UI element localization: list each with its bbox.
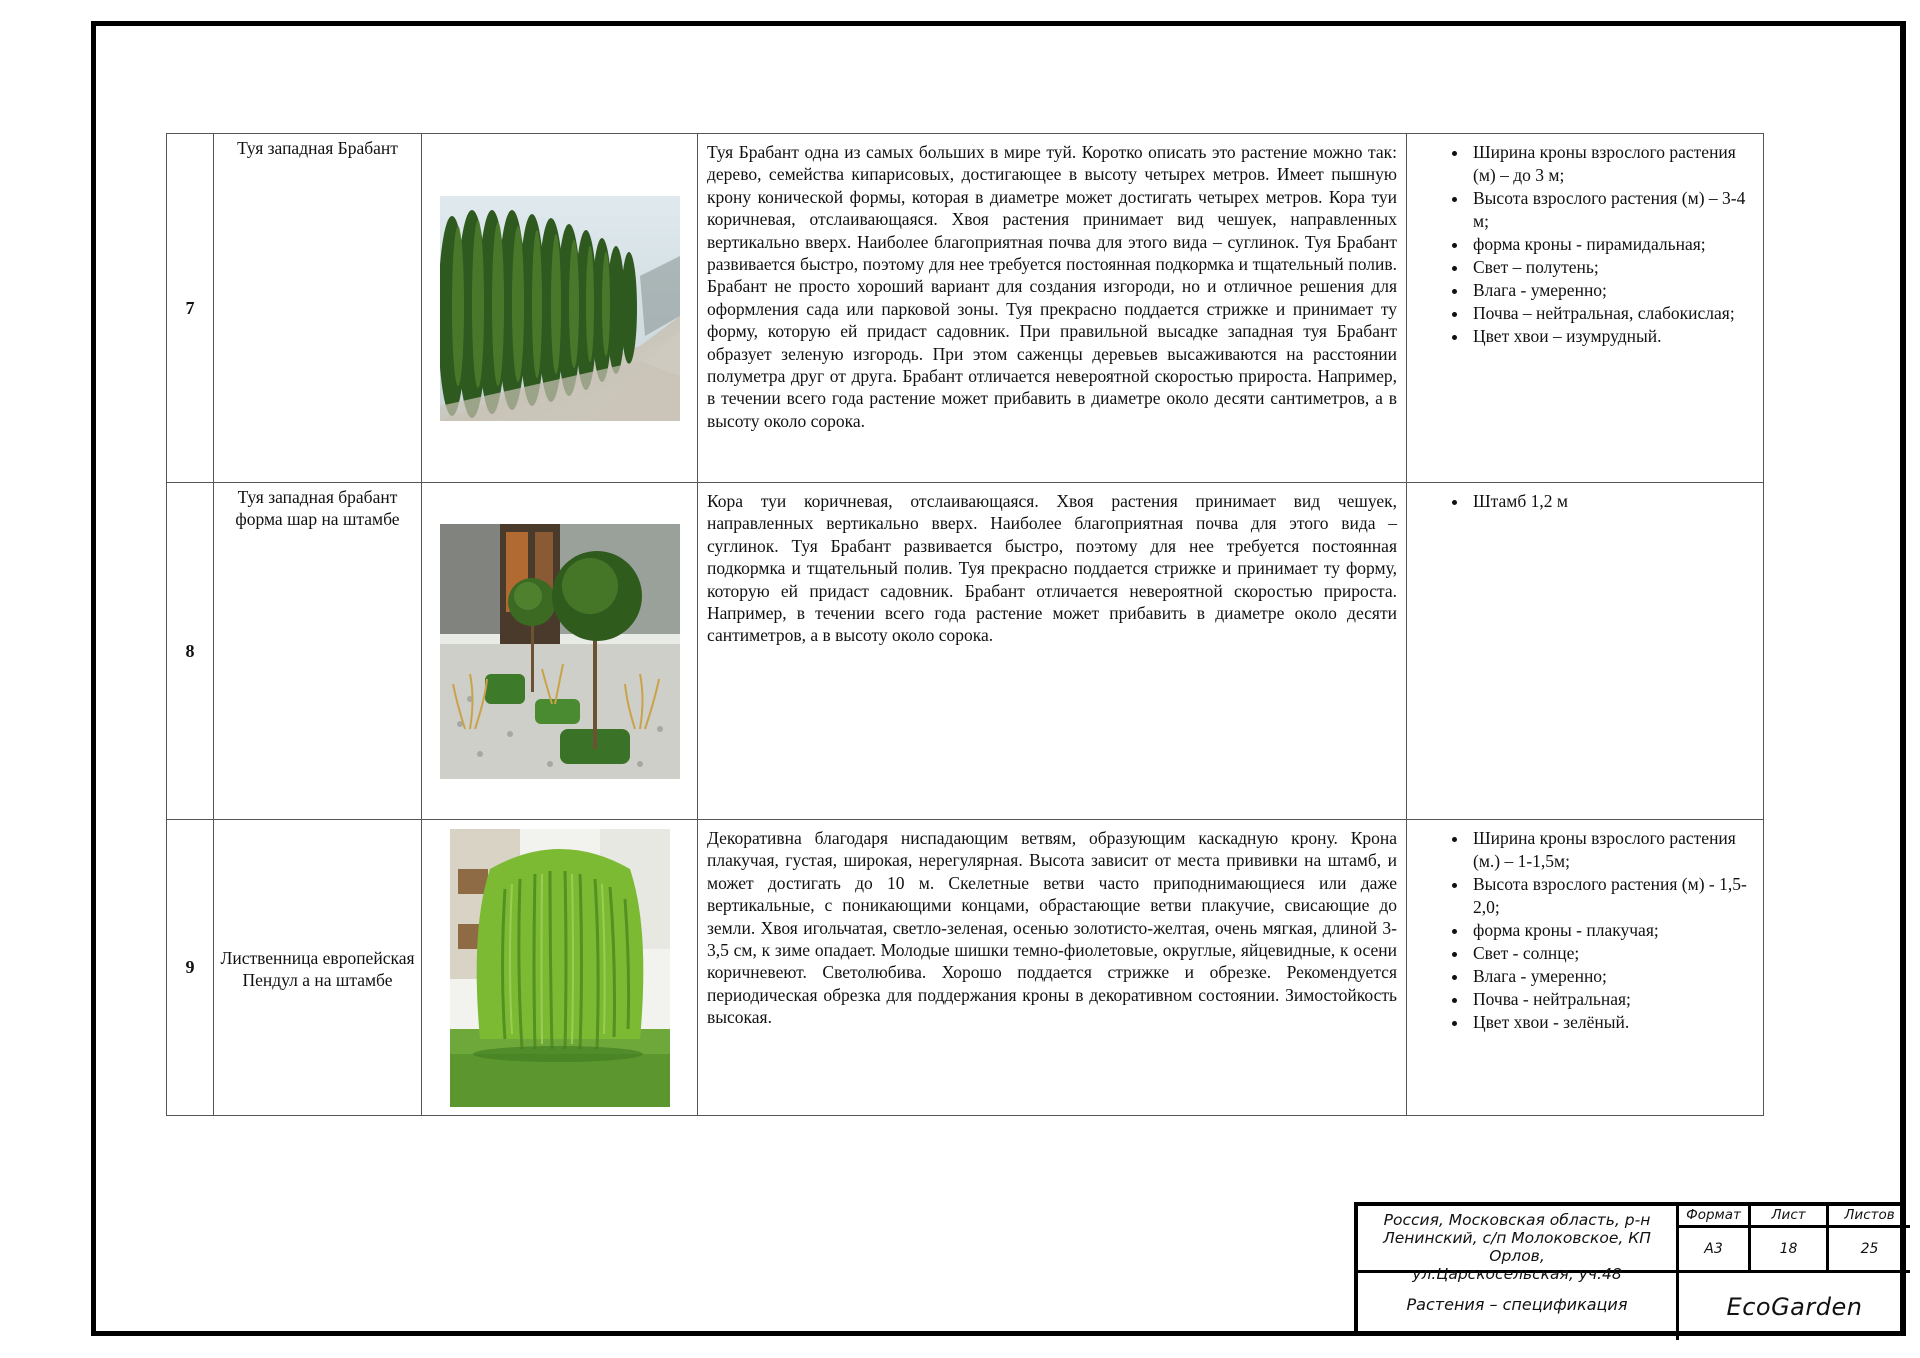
list-item: • Цвет хвои – изумрудный. [1469,325,1755,348]
plant-description: Кора туи коричневая, отслаивающаяся. Хвоя растения принимает вид чешуек, направленных вертикально вверх. Наиболее благоприятная почва для этого вида – суглинок. Туя Брабант развивается быстро, поэтому для нее требуется постоянная подкормка и тщательный полив. Туя прекрасно поддается стрижке и принимает ту форму, которую ей придаст садовник. Брабант отличается невероятной скоростью прироста. Например, в течении всего года растение может прибавить в диаметре около десяти сантиметров, а в высоту около сорока. [698,483,1407,820]
list-item: • Высота взрослого растения (м) - 1,5-2,0; [1469,873,1755,919]
format-label: Формат [1679,1206,1751,1228]
row-number: 8 [167,483,214,820]
plant-properties [1407,820,1764,1116]
list-item: • Влага - умеренно; [1469,965,1755,988]
plant-properties [1407,483,1764,820]
plant-spec-table [166,133,1764,1116]
table-row [167,134,1764,483]
list-item: • Ширина кроны взрослого растения (м) – до 3 м; [1469,141,1755,187]
list-item: • Высота взрослого растения (м) – 3-4 м; [1469,187,1755,233]
list-item: • Ширина кроны взрослого растения (м.) – 1-1,5м; [1469,827,1755,873]
plant-description: Туя Брабант одна из самых больших в мире туй. Коротко описать это растение можно так: дерево, семейства кипарисовых, достигающее в высоту четырех метров. Имеет пышную крону конической формы, которая в диаметре может достигать четырех метров. Кора туи коричневая, отслаивающаяся. Хвоя растения принимает вид чешуек, направленных вертикально вверх. Наиболее благоприятная почва для этого вида – суглинок. Туя Брабант развивается быстро, поэтому для нее требуется постоянная подкормка и тщательный полив. Брабант не просто хороший вариант для создания изгороди, но и отличное решения для оформления сада или парковой зоны. Туя прекрасно поддается стрижке и принимает ту форму, которую ей придаст садовник. При правильной высадке западная туя Брабант образует зеленую изгородь. При этом саженцы деревьев высаживаются на расстоянии полуметра друг от друга. Брабант отличается невероятной скоростью прироста. Например, в течении всего года растение может прибавить в диаметре около десяти сантиметров, а в высоту около сорока. [698,134,1407,483]
properties-list [1417,827,1755,1034]
properties-list [1417,141,1755,348]
list-item: • Штамб 1,2 м [1469,490,1755,513]
company-name: EcoGarden [1726,1293,1863,1321]
plant-photo-cell [422,820,698,1116]
thuja-ball-standard-photo [440,524,680,779]
list-item: • форма кроны - плакучая; [1469,919,1755,942]
drawing-subject: Растения – спецификация [1358,1273,1679,1340]
project-address [1358,1206,1679,1283]
plant-description: Декоративна благодаря ниспадающим ветвям, образующим каскадную крону. Крона плакучая, густая, широкая, нерегулярная. Высота зависит от места прививки на штамб, и может достигать до 10 м. Скелетные ветви часто приподнимающиеся или даже вертикальные, с поникающими концами, обрастающие ветви плакучие, свисающие до земли. Хвоя игольчатая, светло-зеленая, осенью золотисто-желтая, очень мягкая, длиной 3-3,5 см, к зиме опадает. Молодые шишки темно-фиолетовые, округлые, яйцевидные, к осени коричневеют. Светолюбива. Хорошо поддается стрижке и обрезке. Рекомендуется периодическая обрезка для поддержания кроны в декоративном состоянии. Зимостойкость высокая. [698,820,1407,1116]
list-item: • Цвет хвои - зелёный. [1469,1011,1755,1034]
sheets-label: Листов [1829,1206,1910,1228]
plant-photo-cell [422,483,698,820]
list-item: • Свет – полутень; [1469,256,1755,279]
table-row [167,820,1764,1116]
sheet-label: Лист [1751,1206,1829,1228]
address-line: Ленинский, с/п Молоковское, КП Орлов, [1383,1229,1651,1265]
row-number: 7 [167,134,214,483]
list-item: • форма кроны - пирамидальная; [1469,233,1755,256]
address-line: Россия, Московская область, р-н [1383,1211,1651,1229]
list-item: • Свет - солнце; [1469,942,1755,965]
plant-name: Туя западная брабант форма шар на штамбе [214,483,422,820]
list-item: • Почва - нейтральная; [1469,988,1755,1011]
list-item: • Почва – нейтральная, слабокислая; [1469,302,1755,325]
thuja-hedge-photo [440,196,680,421]
plant-name: Лиственница европейская Пендул а на штамбе [214,820,422,1116]
row-number: 9 [167,820,214,1116]
address-line: ул.Царскосельская, уч.48 [1412,1265,1622,1283]
table-row [167,483,1764,820]
sheet-value: 18 [1751,1228,1829,1273]
plant-photo-cell [422,134,698,483]
list-item: • Влага - умеренно; [1469,279,1755,302]
title-block [1354,1202,1906,1336]
format-value: А3 [1679,1228,1751,1273]
properties-list [1417,490,1755,513]
weeping-larch-photo [450,829,670,1107]
sheets-value: 25 [1829,1228,1910,1273]
plant-name: Туя западная Брабант [214,134,422,483]
plant-properties [1407,134,1764,483]
